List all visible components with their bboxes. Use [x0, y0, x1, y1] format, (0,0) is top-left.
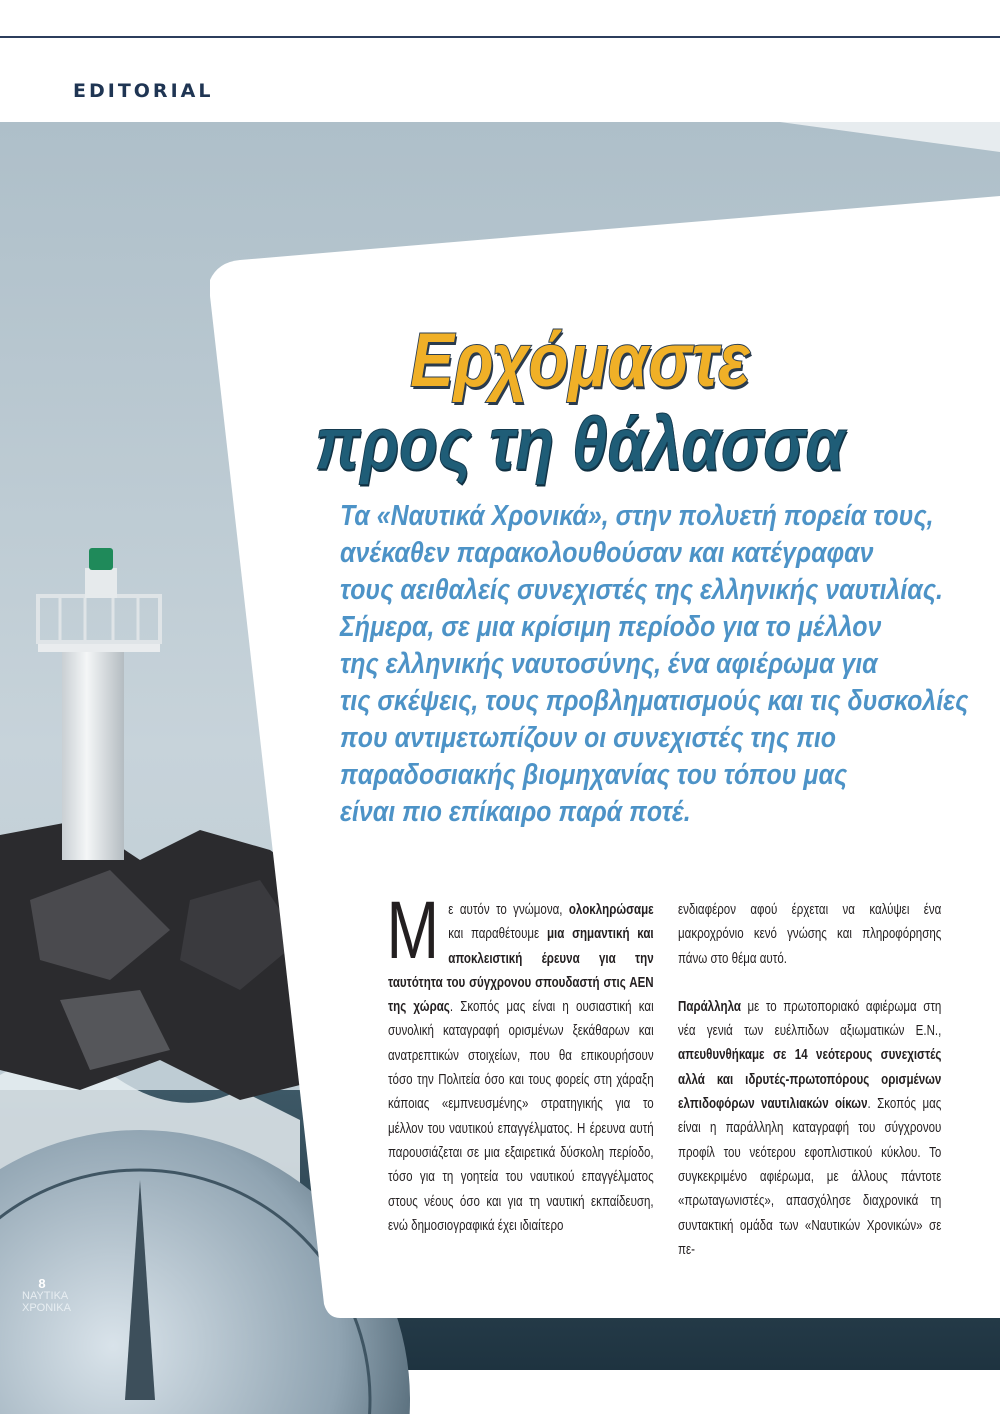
section-label: EDITORIAL	[73, 80, 214, 102]
lead-line: ανέκαθεν παρακολουθούσαν και κατέγραφαν	[340, 537, 874, 569]
body-bold: μια σημαντική και αποκλειστική έρευνα για την ταυτότητα του σύγχρονου σπουδαστή στις ΑΕΝ της χώρας	[388, 925, 654, 1016]
body-paragraph	[678, 995, 941, 1262]
lead-line: τους αειθαλείς συνεχιστές της ελληνικής ναυτιλίας.	[340, 574, 943, 606]
top-rule	[0, 36, 1000, 38]
headline-line-2: προς τη θάλασσα	[315, 402, 845, 486]
page-number: 8	[38, 1276, 46, 1291]
folio-magazine-name: ΝΑΥΤΙΚΑ	[22, 1290, 69, 1302]
lead-line: που αντιμετωπίζουν οι συνεχιστές της πιο	[340, 722, 837, 754]
drop-cap: Μ	[386, 885, 440, 976]
body-column-1	[386, 885, 654, 1238]
lighthouse-tower	[62, 650, 124, 860]
lead-paragraph	[340, 498, 969, 831]
body-text: με το πρωτοποριακό αφιέρωμα στη νέα γενιά των ευέλπιδων αξιωματικών Ε.Ν.,	[678, 997, 942, 1040]
body-text: ε αυτόν το γνώμονα,	[448, 901, 569, 918]
body-paragraph: ενδιαφέρον αφού έρχεται να καλύψει ένα μακροχρόνιο κενό γνώσης και πληροφόρησης πάνω στο θέμα αυτό.	[678, 901, 942, 967]
body-bold: ολοκληρώσαμε	[568, 901, 654, 918]
headline	[279, 318, 881, 486]
lead-line: της ελληνικής ναυτοσύνης, ένα αφιέρωμα για	[340, 648, 878, 680]
lighthouse-lamp	[89, 548, 113, 570]
body-text: . Σκοπός μας είναι η ουσιαστική και συνολική καταγραφή ορισμένων ξεκάθαρων και ανατρεπτικών στοιχείων, που θα επικουρήσουν τόσο την Πολιτεία όσο και τους φορείς στη χάραξη κάποιας «εμπνευσμένης» στρατηγικής για το μέλλον του ναυτικού επαγγέλματος. Η έρευνα αυτή παρουσιάζεται σε μια εξαιρετικά δύσκολη περίοδο, τόσο για τη γοητεία του ναυτικού επαγγέλματος στους νέους όσο και για τη ναυτική εκπαίδευση, ενώ δημοσιογραφικά έχει ιδιαίτερο	[388, 998, 654, 1234]
lead-line: παραδοσιακής βιομηχανίας του τόπου μας	[340, 759, 848, 791]
lead-line: Σήμερα, σε μια κρίσιμη περίοδο για το μέλλον	[340, 611, 882, 643]
body-bold: απευθυνθήκαμε σε 14 νεότερους συνεχιστές αλλά και ιδρυτές-πρωτοπόρους ορισμένων ελπιδοφόρων ναυτιλιακών οίκων	[678, 1046, 942, 1113]
page-folio	[22, 1276, 71, 1314]
headline-line-1: Ερχόμαστε	[410, 318, 750, 403]
body-text: . Σκοπός μας είναι η παράλληλη καταγραφή του σύγχρονου προφίλ του νεότερου εφοπλιστικού κύκλου. Το συγκεκριμένο αφιέρωμα, με άλλους πάντοτε «πρωταγωνιστές», απασχόλησε διαχρονικά τη συντακτική ομάδα των «Ναυτικών Χρονικών» σε πε-	[678, 1095, 942, 1258]
lead-line: τις σκέψεις, τους προβληματισμούς και τις δυσκολίες	[340, 685, 969, 717]
lead-line: Τα «Ναυτικά Χρονικά», στην πολυετή πορεία τους,	[340, 500, 934, 532]
body-text: και παραθέτουμε	[448, 925, 547, 943]
body-column-2	[678, 898, 941, 1262]
folio-magazine-name: ΧΡΟΝΙΚΑ	[22, 1302, 71, 1314]
body-bold: Παράλληλα	[678, 997, 741, 1015]
lead-line: είναι πιο επίκαιρο παρά ποτέ.	[340, 796, 691, 828]
